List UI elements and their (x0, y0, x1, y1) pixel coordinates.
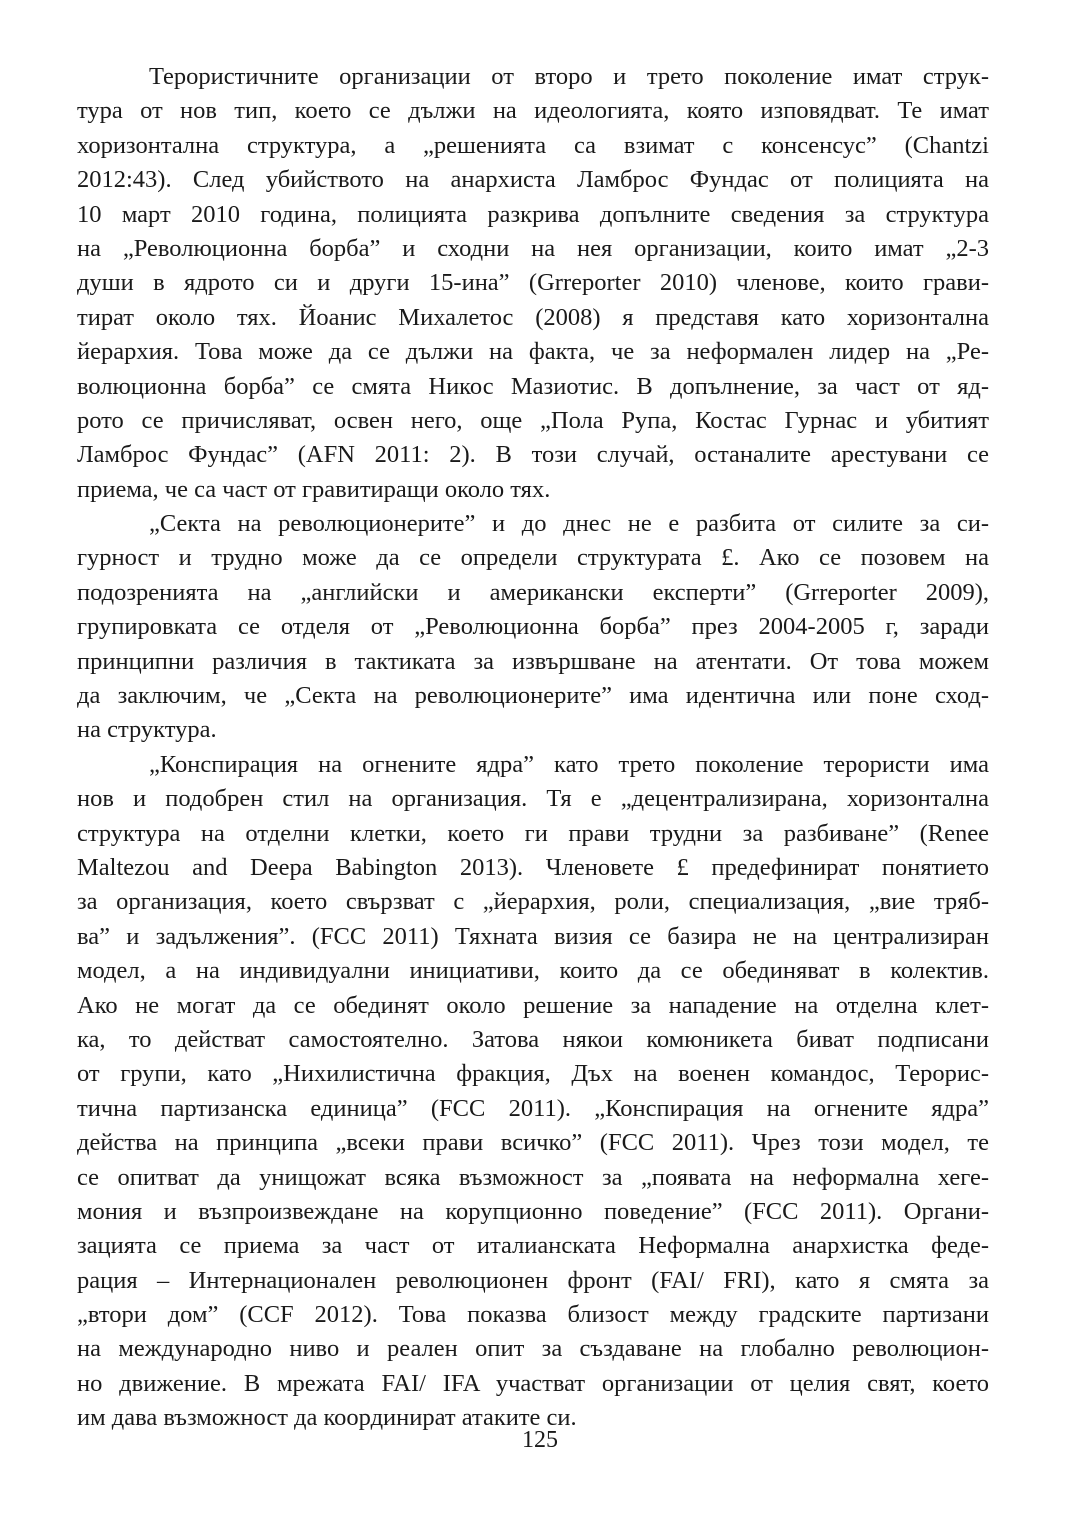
text-line: 10 март 2010 година, полицията разкрива допълните сведения за структура (77, 200, 989, 228)
body-text (77, 60, 989, 1436)
text-line: на структура. (77, 716, 217, 744)
text-line: принципни различия в тактиката за извършване на атентати. От това можем (77, 647, 989, 675)
text-line: Ако не могат да се обединят около решение за нападение на отделна клет- (77, 991, 989, 1019)
text-line: тират около тях. Йоанис Михалетос (2008) я представя като хоризонтална (77, 303, 989, 331)
text-line: Ламброс Фундас” (AFN 2011: 2). В този случай, останалите арестувани се (77, 441, 989, 469)
text-line: „втори дом” (CCF 2012). Това показва близост между градските партизани (77, 1301, 989, 1329)
text-line: се опитват да унищожат всяка възможност за „появата на неформална хеге- (77, 1163, 989, 1191)
text-line: структура на отделни клетки, което ги прави трудни за разбиване” (Renee (77, 819, 989, 847)
text-line: на „Революционна борба” и сходни на нея организации, които имат „2-3 (77, 234, 989, 262)
text-line: души в ядрото си и други 15-ина” (Grreporter 2010) членове, които грави- (77, 269, 989, 297)
text-line: на международно ниво и реален опит за създаване на глобално революцион- (77, 1335, 989, 1363)
text-line: мония и възпроизвеждане на корупционно поведение” (FCC 2011). Органи- (77, 1197, 989, 1225)
text-line: Maltezou and Deepa Babington 2013). Членовете £ предефинират понятието (77, 853, 989, 881)
text-line: действа на принципа „всеки прави всичко” (FCC 2011). Чрез този модел, те (77, 1129, 989, 1157)
text-line: хоризонтална структура, а „решенията са взимат с консенсус” (Chantzi (77, 131, 989, 159)
text-line: зацията се приема за част от италианската Неформална анархистка феде- (77, 1232, 989, 1260)
text-line: рото се причисляват, освен него, още „Пола Рупа, Костас Гурнас и убитият (77, 406, 989, 434)
text-line: ка, то действат самостоятелно. Затова някои комюникета биват подписани (77, 1025, 989, 1053)
paragraph (77, 60, 989, 507)
text-line: ва” и задължения”. (FCC 2011) Тяхната визия се базира не на централизиран (77, 922, 989, 950)
text-line: волюционна борба” се смята Никос Мазиотис. В допълнение, за част от яд- (77, 372, 989, 400)
text-line: „Конспирация на огнените ядра” като трето поколение терористи има (149, 750, 989, 778)
text-line: тична партизанска единица” (FCC 2011). „Конспирация на огнените ядра” (77, 1094, 989, 1122)
page-number: 125 (522, 1427, 558, 1453)
text-line: гурност и трудно може да се определи структурата £. Ако се позовем на (77, 544, 989, 572)
text-line: приема, че са част от гравитиращи около тях. (77, 475, 551, 503)
text-line: от групи, като „Нихилистична фракция, Дъх на военен командос, Терорис- (77, 1060, 989, 1088)
text-line: им дава възможност да координират атаките си. (77, 1404, 577, 1432)
text-line: подозренията на „английски и американски експерти” (Grreporter 2009), (77, 578, 989, 606)
text-line: йерархия. Това може да се дължи на факта, че за неформален лидер на „Ре- (77, 338, 989, 366)
text-line: да заключим, че „Секта на революционерите” има идентична или поне сход- (77, 682, 989, 710)
text-line: „Секта на революционерите” и до днес не е разбита от силите за си- (149, 510, 989, 538)
paragraph (77, 507, 989, 748)
text-line: групировката се отделя от „Революционна борба” през 2004-2005 г, заради (77, 613, 989, 641)
text-line: но движение. В мрежата FAI/ IFA участват организации от целия свят, което (77, 1369, 989, 1397)
paragraph (77, 748, 989, 1436)
text-line: за организация, което свързват с „йерархия, роли, специализация, „вие тряб- (77, 888, 989, 916)
text-line: 2012:43). След убийството на анархиста Ламброс Фундас от полицията на (77, 166, 989, 194)
text-line: тура от нов тип, което се дължи на идеологията, която изповядват. Те имат (77, 97, 989, 125)
text-line: рация – Интернационален революционен фронт (FAI/ FRI), като я смята за (77, 1266, 989, 1294)
text-line: Терористичните организации от второ и трето поколение имат струк- (149, 63, 989, 90)
text-line: нов и подобрен стил на организация. Тя е „децентрализирана, хоризонтална (77, 785, 989, 813)
text-line: модел, а на индивидуални инициативи, които да се обединяват в колектив. (77, 957, 989, 985)
